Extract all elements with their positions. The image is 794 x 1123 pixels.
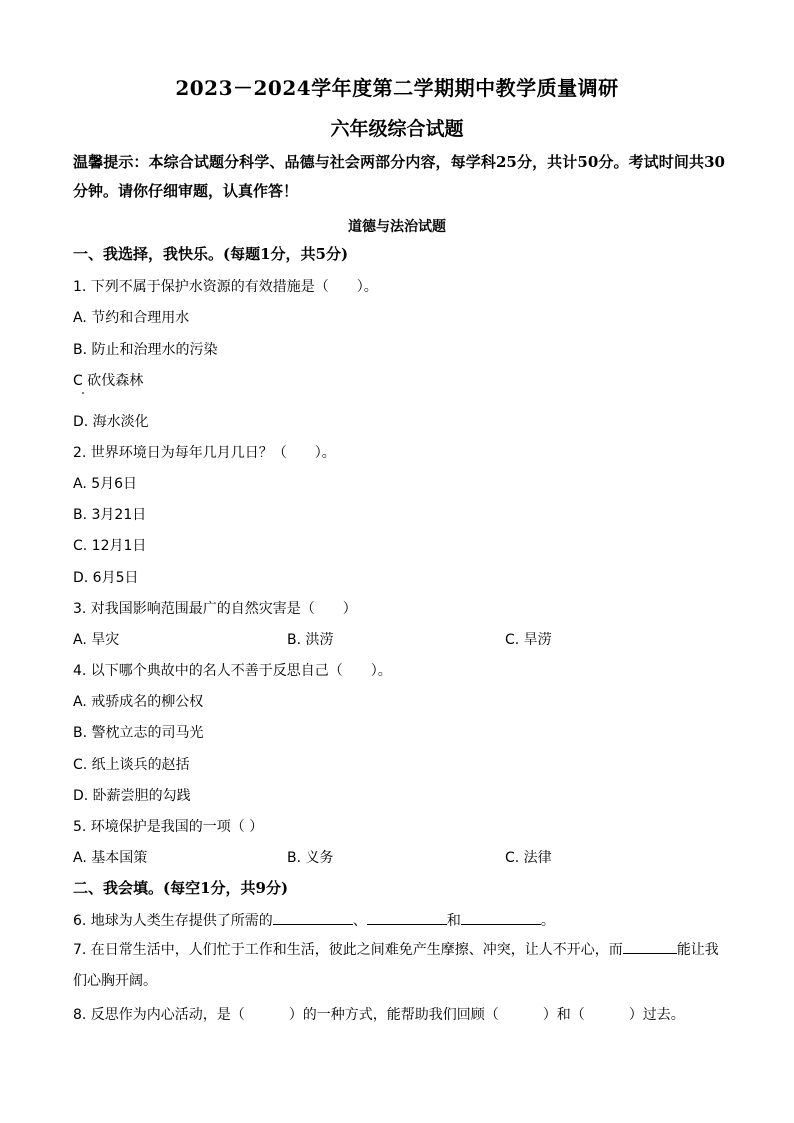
question-2: 2. 世界环境日为每年几月几日？（ ）。 (73, 445, 336, 461)
question-8-part1: 8. 反思作为内心活动，是（ (73, 1007, 245, 1023)
exam-subtitle: 六年级综合试题 (330, 118, 464, 140)
question-1-option-c: C 砍伐森林 (73, 373, 144, 389)
question-3-option-a: A. 旱灾 (73, 632, 120, 648)
section-title: 道德与法治试题 (348, 219, 446, 235)
question-2-option-b: B. 3月21日 (73, 507, 147, 523)
question-3-option-c: C. 旱涝 (505, 632, 552, 648)
question-2-option-d: D. 6月5日 (73, 570, 139, 586)
question-8-part2: ）的一种方式，能帮助我们回顾（ (288, 1007, 499, 1023)
question-2-option-a: A. 5月6日 (73, 476, 138, 492)
question-6-end: 。 (540, 913, 555, 929)
question-5-option-c: C. 法律 (505, 850, 552, 866)
question-7-suffix: 能让我们心胸开阔。 (73, 942, 719, 989)
part1-title: 一、我选择，我快乐。(每题1分，共5分) (73, 245, 349, 263)
question-8 (73, 1004, 685, 1024)
question-6-text: 6. 地球为人类生存提供了所需的 (73, 913, 273, 929)
question-6-sep2: 和 (446, 913, 461, 929)
exam-title: 2023－2024学年度第二学期期中教学质量调研 (175, 76, 619, 100)
question-2-option-c: C. 12月1日 (73, 538, 147, 554)
question-8-part3: ）和（ (542, 1007, 585, 1023)
question-4: 4. 以下哪个典故中的名人不善于反思自己（ ）。 (73, 663, 392, 679)
exam-notice: 温馨提示：本综合试题分科学、品德与社会两部分内容，每学科25分，共计50分。考试时间共30分钟。请你仔细审题，认真作答！ (73, 153, 725, 200)
question-5-option-b: B. 义务 (287, 850, 334, 866)
question-6-sep1: 、 (352, 913, 367, 929)
answer-blank[interactable] (461, 910, 541, 925)
question-5: 5. 环境保护是我国的一项（ ） (73, 819, 264, 835)
question-3: 3. 对我国影响范围最广的自然灾害是（ ） (73, 601, 357, 617)
question-5-option-a: A. 基本国策 (73, 850, 148, 866)
question-1-option-a: A. 节约和合理用水 (73, 310, 190, 326)
question-4-option-d: D. 卧薪尝胆的勾践 (73, 788, 191, 804)
question-6 (73, 910, 555, 930)
answer-blank[interactable] (273, 910, 353, 925)
question-7 (73, 935, 725, 997)
stray-dot (82, 392, 84, 394)
question-7-text: 7. 在日常生活中，人们忙于工作和生活，彼此之间难免产生摩擦、冲突，让人不开心，而 (73, 942, 623, 958)
question-3-option-b: B. 洪涝 (287, 632, 334, 648)
question-4-option-b: B. 警枕立志的司马光 (73, 725, 204, 741)
question-4-option-c: C. 纸上谈兵的赵括 (73, 757, 190, 773)
part2-title: 二、我会填。(每空1分，共9分) (73, 879, 289, 897)
answer-blank[interactable] (367, 910, 447, 925)
question-8-part4: ）过去。 (628, 1007, 685, 1023)
question-4-option-a: A. 戒骄成名的柳公权 (73, 694, 204, 710)
question-1: 1. 下列不属于保护水资源的有效措施是（ ）。 (73, 279, 378, 295)
question-1-option-d: D. 海水淡化 (73, 414, 149, 430)
question-1-option-b: B. 防止和治理水的污染 (73, 342, 218, 358)
answer-blank[interactable] (623, 939, 677, 954)
